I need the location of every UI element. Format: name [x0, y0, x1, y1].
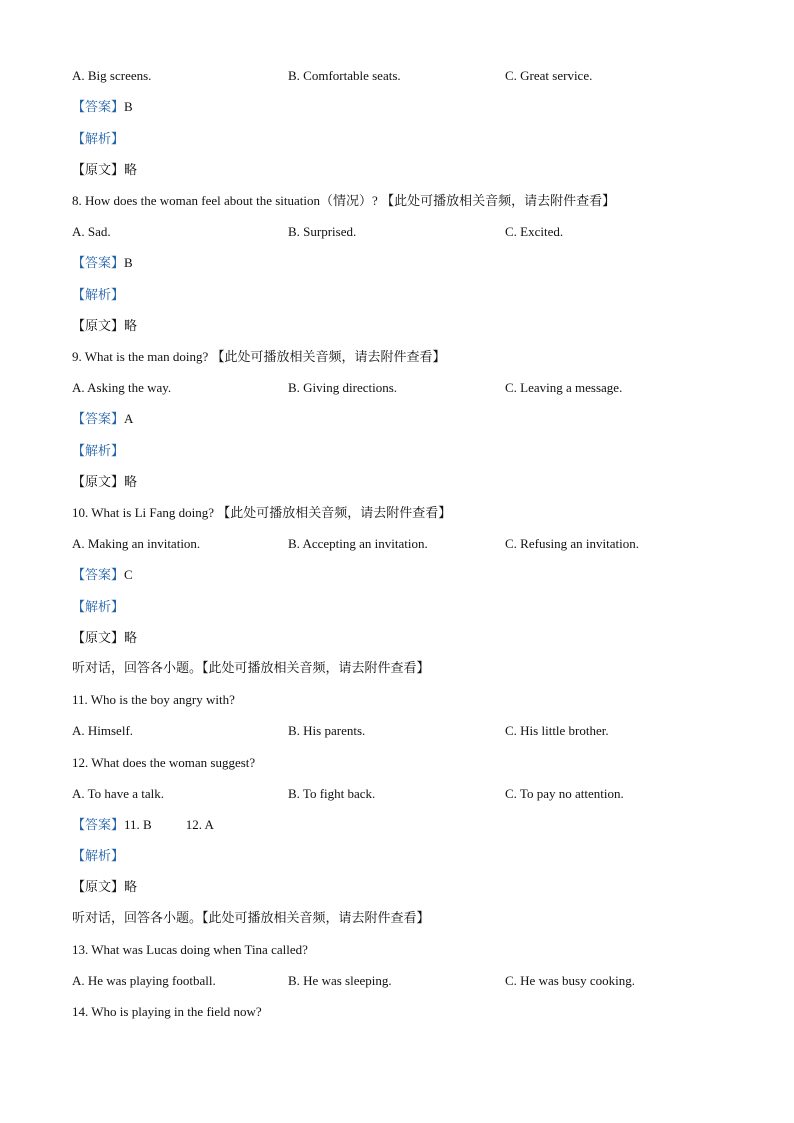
answer-value-12: 12. A	[185, 817, 214, 832]
q13-option-b: B. He was sleeping.	[288, 973, 392, 988]
q7-option-c: C. Great service.	[505, 68, 593, 83]
q9-option-b: B. Giving directions.	[288, 380, 398, 395]
answer-value: B	[124, 99, 133, 114]
q12-option-b: B. To fight back.	[288, 786, 376, 801]
q10-analysis	[72, 597, 124, 617]
answer-label: 【答案】	[72, 568, 125, 583]
q13-option-a: A. He was playing football.	[72, 973, 216, 988]
q9-question	[72, 347, 446, 367]
q11-option-a: A. Himself.	[72, 723, 134, 738]
analysis-label: 【解析】	[72, 132, 125, 147]
source-label: 【原文】	[72, 475, 125, 490]
q13-option-c: C. He was busy cooking.	[505, 973, 635, 988]
q9-option-a: A. Asking the way.	[72, 380, 172, 395]
q10-option-b: B. Accepting an invitation.	[288, 536, 428, 551]
answer-value: C	[124, 567, 133, 582]
source-label: 【原文】	[72, 163, 125, 178]
g11-source	[72, 877, 137, 897]
q10-option-c: C. Refusing an invitation.	[505, 536, 639, 551]
q9-analysis	[72, 441, 124, 461]
g11-analysis	[72, 846, 124, 866]
q9-source	[72, 472, 137, 492]
source-value: 略	[124, 319, 138, 334]
q8-question	[72, 191, 615, 211]
q10-text: 10. What is Li Fang doing?	[72, 505, 215, 520]
q14-question: 14. Who is playing in the field now?	[72, 1004, 262, 1019]
q11-question: 11. Who is the boy angry with?	[72, 692, 235, 707]
q10-answer	[72, 565, 133, 585]
q8-audio-link[interactable]: 【此处可播放相关音频，请去附件查看】	[381, 194, 616, 209]
source-label: 【原文】	[72, 319, 125, 334]
analysis-label: 【解析】	[72, 849, 125, 864]
q7-option-a: A. Big screens.	[72, 68, 152, 83]
analysis-label: 【解析】	[72, 600, 125, 615]
q8-answer	[72, 253, 133, 273]
q12-question: 12. What does the woman suggest?	[72, 755, 256, 770]
q11-option-b: B. His parents.	[288, 723, 366, 738]
q12-option-a: A. To have a talk.	[72, 786, 164, 801]
answer-value: B	[124, 255, 133, 270]
answer-label: 【答案】	[72, 818, 125, 833]
q10-question	[72, 503, 451, 523]
q8-text: 8. How does the woman feel about the situation（情况）?	[72, 193, 378, 208]
q11-option-c: C. His little brother.	[505, 723, 609, 738]
q10-audio-link[interactable]: 【此处可播放相关音频，请去附件查看】	[217, 506, 452, 521]
source-value: 略	[124, 880, 138, 895]
source-label: 【原文】	[72, 631, 125, 646]
answer-label: 【答案】	[72, 256, 125, 271]
analysis-label: 【解析】	[72, 444, 125, 459]
q8-analysis	[72, 285, 124, 305]
answer-value: A	[124, 411, 134, 426]
analysis-label: 【解析】	[72, 288, 125, 303]
q9-answer	[72, 409, 133, 429]
q9-audio-link[interactable]: 【此处可播放相关音频，请去附件查看】	[211, 350, 446, 365]
q10-option-a: A. Making an invitation.	[72, 536, 201, 551]
answer-label: 【答案】	[72, 100, 125, 115]
q8-option-b: B. Surprised.	[288, 224, 357, 239]
q7-option-b: B. Comfortable seats.	[288, 68, 401, 83]
q13-question: 13. What was Lucas doing when Tina called?	[72, 942, 308, 957]
q9-text: 9. What is the man doing?	[72, 349, 209, 364]
q12-option-c: C. To pay no attention.	[505, 786, 624, 801]
q7-answer	[72, 97, 133, 117]
q8-source	[72, 316, 137, 336]
q8-option-a: A. Sad.	[72, 224, 111, 239]
q7-source	[72, 160, 137, 180]
q8-option-c: C. Excited.	[505, 224, 564, 239]
g13-intro: 听对话，回答各小题。【此处可播放相关音频，请去附件查看】	[72, 911, 430, 926]
answer-label: 【答案】	[72, 412, 125, 427]
source-value: 略	[124, 631, 138, 646]
q7-analysis	[72, 129, 124, 149]
g11-intro: 听对话，回答各小题。【此处可播放相关音频，请去附件查看】	[72, 661, 430, 676]
source-value: 略	[124, 475, 138, 490]
q10-source	[72, 628, 137, 648]
source-value: 略	[124, 163, 138, 178]
source-label: 【原文】	[72, 880, 125, 895]
q9-option-c: C. Leaving a message.	[505, 380, 623, 395]
g11-answer	[72, 815, 214, 835]
answer-value-11: 11. B	[124, 817, 152, 832]
